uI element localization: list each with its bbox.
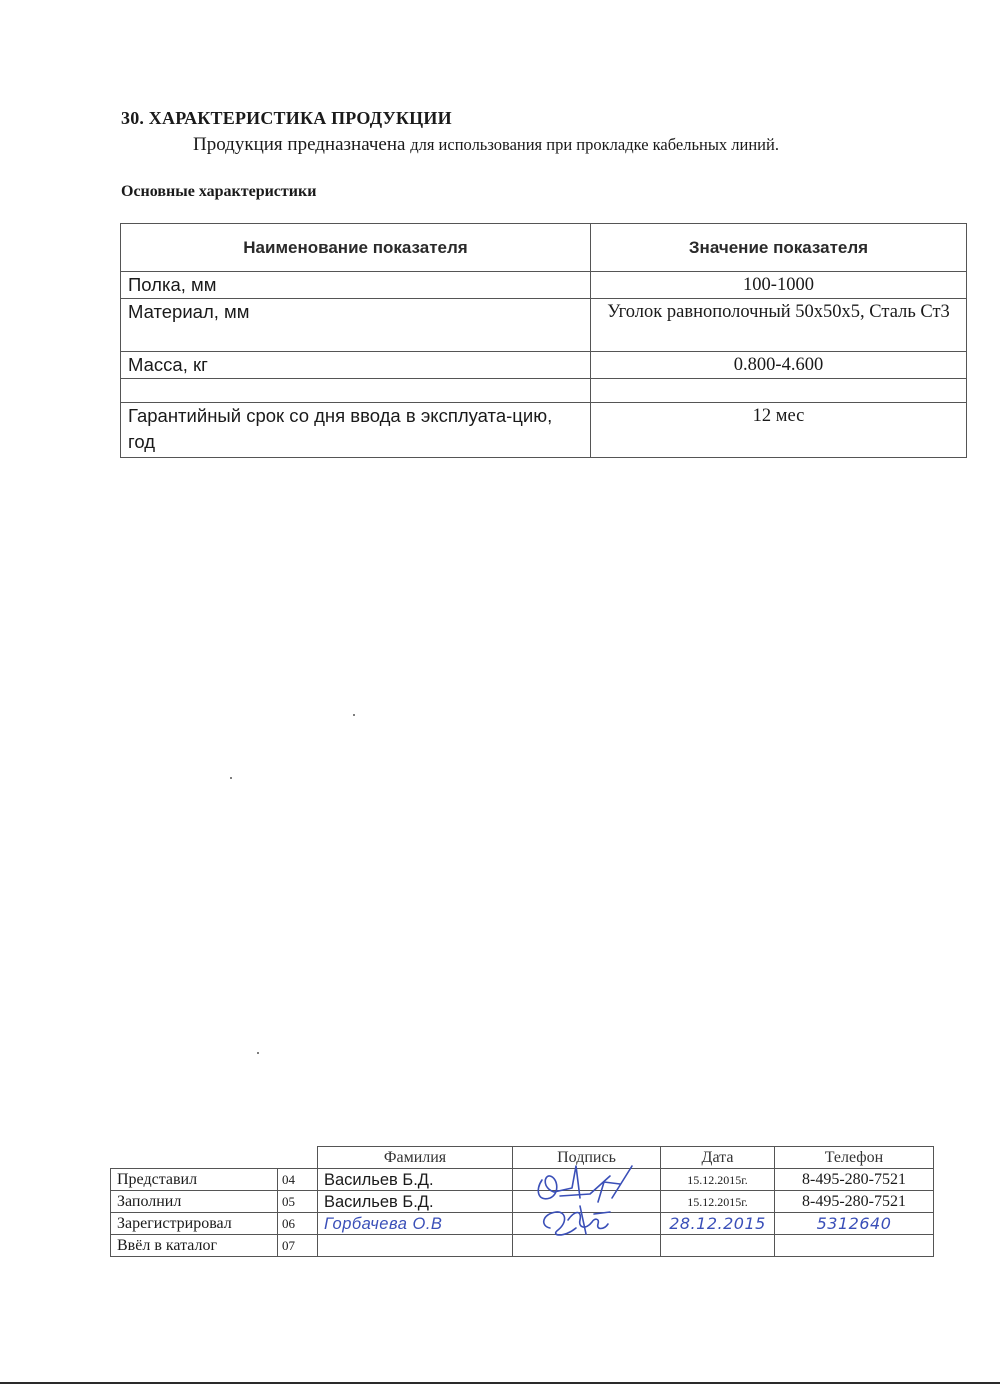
table-row (121, 272, 967, 299)
person-name: Васильев Б.Д. (318, 1169, 513, 1191)
column-header: Наименование показателя (121, 224, 591, 272)
person-name (318, 1235, 513, 1257)
signature-stroke (538, 1166, 632, 1235)
parameter-value (591, 379, 967, 403)
characteristics-table (120, 223, 967, 458)
parameter-name: Полка, мм (121, 272, 591, 299)
column-header: Фамилия (318, 1147, 513, 1169)
parameter-name (121, 379, 591, 403)
handwritten-date: 28.12.2015 (661, 1213, 775, 1235)
parameter-value: 12 мес (591, 403, 967, 458)
date-value: 15.12.2015г. (661, 1169, 775, 1191)
table-row (121, 352, 967, 379)
handwritten-name: Горбачева О.В (318, 1213, 513, 1235)
role-label: Заполнил (111, 1191, 278, 1213)
section-title: 30. ХАРАКТЕРИСТИКА ПРОДУКЦИИ (121, 108, 452, 128)
parameter-name: Масса, кг (121, 352, 591, 379)
role-label: Представил (111, 1169, 278, 1191)
role-label: Ввёл в каталог (111, 1235, 278, 1257)
scan-speck (230, 777, 232, 779)
phone-value: 8-495-280-7521 (775, 1191, 934, 1213)
row-code: 05 (278, 1191, 318, 1213)
row-code: 07 (278, 1235, 318, 1257)
column-header: Дата (661, 1147, 775, 1169)
table-header-row (121, 224, 967, 272)
parameter-value: 0.800-4.600 (591, 352, 967, 379)
phone-value (775, 1235, 934, 1257)
parameter-name: Гарантийный срок со дня ввода в эксплуата-цию, год (121, 403, 591, 458)
scan-speck (353, 714, 355, 716)
column-header: Подпись (513, 1147, 661, 1169)
description-lead: Продукция предназначена (193, 134, 411, 155)
table-row (121, 379, 967, 403)
table-row (121, 403, 967, 458)
handwritten-phone: 5312640 (775, 1213, 934, 1235)
parameter-name: Материал, мм (121, 299, 591, 352)
row-code: 06 (278, 1213, 318, 1235)
table-row (121, 299, 967, 352)
characteristics-subtitle: Основные характеристики (121, 183, 317, 200)
date-value: 15.12.2015г. (661, 1191, 775, 1213)
handwritten-signatures (520, 1158, 660, 1248)
header-blank-cell (111, 1147, 318, 1169)
description-rest: для использования при прокладке кабельных линий. (410, 135, 779, 154)
phone-value: 8-495-280-7521 (775, 1169, 934, 1191)
parameter-value: Уголок равнополочный 50x50x5, Сталь Ст3 (591, 299, 967, 352)
row-code: 04 (278, 1169, 318, 1191)
role-label: Зарегистрировал (111, 1213, 278, 1235)
parameter-value: 100-1000 (591, 272, 967, 299)
person-name: Васильев Б.Д. (318, 1191, 513, 1213)
section-description (193, 134, 779, 156)
column-header: Значение показателя (591, 224, 967, 272)
page-bottom-edge (0, 1382, 1000, 1384)
date-value (661, 1235, 775, 1257)
scan-speck (257, 1052, 259, 1054)
column-header: Телефон (775, 1147, 934, 1169)
